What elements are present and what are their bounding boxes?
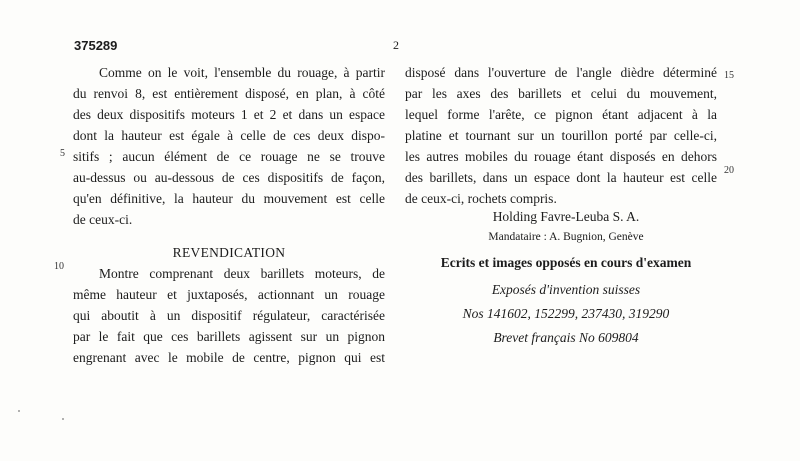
right-column: [405, 62, 717, 209]
text-line: disposé dans l'ouverture de l'angle dièdre déterminé: [405, 65, 717, 80]
text-line: Montre comprenant deux barillets moteurs, de: [99, 266, 385, 281]
text-line: par le fait que ces barillets agissent sur un pignon: [73, 329, 385, 344]
line-number-10: 10: [54, 261, 64, 272]
page-number: 2: [393, 38, 399, 52]
text-line: dont la hauteur est égale à celle de ces deux dispo-: [73, 128, 385, 143]
text-line: au-dessus ou au-dessous de ces dispositifs de façon,: [73, 170, 385, 185]
opposed-item: Nos 141602, 152299, 237430, 319290: [462, 306, 670, 321]
text-line: du renvoi 8, est entièrement disposé, en plan, à côté: [73, 86, 385, 101]
patent-agent: Mandataire : A. Bugnion, Genève: [488, 231, 644, 243]
text-line: par les axes des barillets et celui du mouvement,: [405, 86, 717, 101]
text-line: des deux dispositifs moteurs 1 et 2 et dans un espace: [73, 107, 385, 122]
claim-heading: REVENDICATION: [172, 245, 286, 260]
opposed-item: Brevet français No 609804: [493, 330, 639, 345]
text-line: sitifs ; aucun élément de ce rouage ne se trouve: [73, 149, 385, 164]
line-number-5: 5: [60, 148, 65, 159]
patent-number: 375289: [74, 38, 118, 53]
text-line: platine et tournant sur un tourillon porté par celle-ci,: [405, 128, 717, 143]
text-line: même hauteur et juxtaposés, actionnant un rouage: [73, 287, 385, 302]
text-line: engrenant avec le mobile de centre, pignon qui est: [73, 350, 385, 365]
opposed-item: Exposés d'invention suisses: [491, 282, 641, 297]
line-number-20: 20: [724, 165, 734, 176]
patent-holder: Holding Favre-Leuba S. A.: [492, 209, 640, 224]
text-line: Comme on le voit, l'ensemble du rouage, à partir: [99, 65, 385, 80]
left-column: [73, 62, 385, 368]
opposed-documents-title: Ecrits et images opposés en cours d'examen: [440, 255, 692, 270]
text-line: les autres mobiles du rouage étant disposés en dehors: [405, 149, 717, 164]
text-line: qu'en définitive, la hauteur du mouvement est celle: [73, 191, 385, 206]
text-line: lequel forme l'arête, ce pignon étant adjacent à la: [405, 107, 717, 122]
text-line: qui aboutit à un dispositif régulateur, caractérisée: [73, 308, 385, 323]
scan-speck: [18, 410, 20, 412]
scan-speck: [62, 418, 64, 420]
text-line: de ceux-ci, rochets compris.: [405, 191, 557, 206]
text-line: des barillets, dans un espace dont la hauteur est celle: [405, 170, 717, 185]
text-line: de ceux-ci.: [73, 212, 133, 227]
line-number-15: 15: [724, 70, 734, 81]
